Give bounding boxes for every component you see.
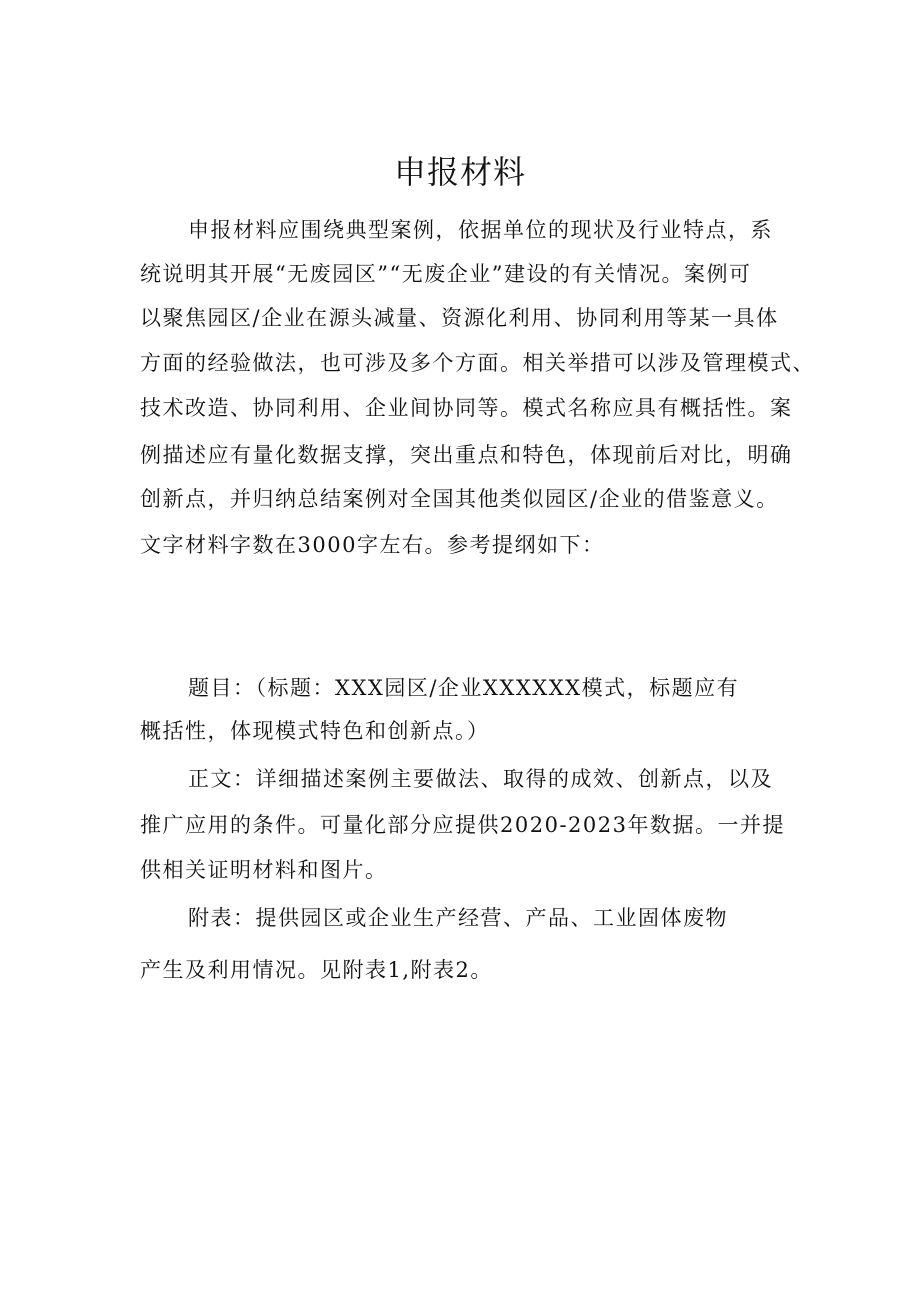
body-line-2: 推广应用的条件。可量化部分应提供2020-2023年数据。一并提	[140, 813, 785, 837]
body-line-1: 正文：详细描述案例主要做法、取得的成效、创新点，以及	[188, 767, 773, 791]
intro-line-4: 方面的经验做法，也可涉及多个方面。相关举措可以涉及管理模式、	[140, 351, 815, 375]
intro-line-2: 统说明其开展“无废园区”“无废企业”建设的有关情况。案例可	[140, 262, 752, 286]
intro-line-1: 申报材料应围绕典型案例，依据单位的现状及行业特点，系	[188, 218, 773, 242]
document-title: 申报材料	[393, 153, 526, 191]
intro-line-8: 文字材料字数在3000字左右。参考提纲如下：	[140, 533, 605, 557]
appendix-line-2: 产生及利用情况。见附表1,附表2。	[140, 958, 493, 982]
intro-line-3: 以聚焦园区/企业在源头减量、资源化利用、协同利用等某一具体	[140, 306, 779, 330]
topic-line-2: 概括性，体现模式特色和创新点。）	[140, 719, 490, 743]
topic-line-1: 题目：（标题：XXX园区/企业XXXXXX模式，标题应有	[188, 676, 740, 700]
body-line-3: 供相关证明材料和图片。	[140, 858, 388, 882]
intro-line-7: 创新点，并归纳总结案例对全国其他类似园区/企业的借鉴意义。	[140, 487, 779, 511]
intro-line-6: 例描述应有量化数据支撑，突出重点和特色，体现前后对比，明确	[140, 443, 793, 467]
appendix-line-1: 附表：提供园区或企业生产经营、产品、工业固体废物	[188, 906, 728, 930]
intro-line-5: 技术改造、协同利用、企业间协同等。模式名称应具有概括性。案	[140, 396, 793, 420]
